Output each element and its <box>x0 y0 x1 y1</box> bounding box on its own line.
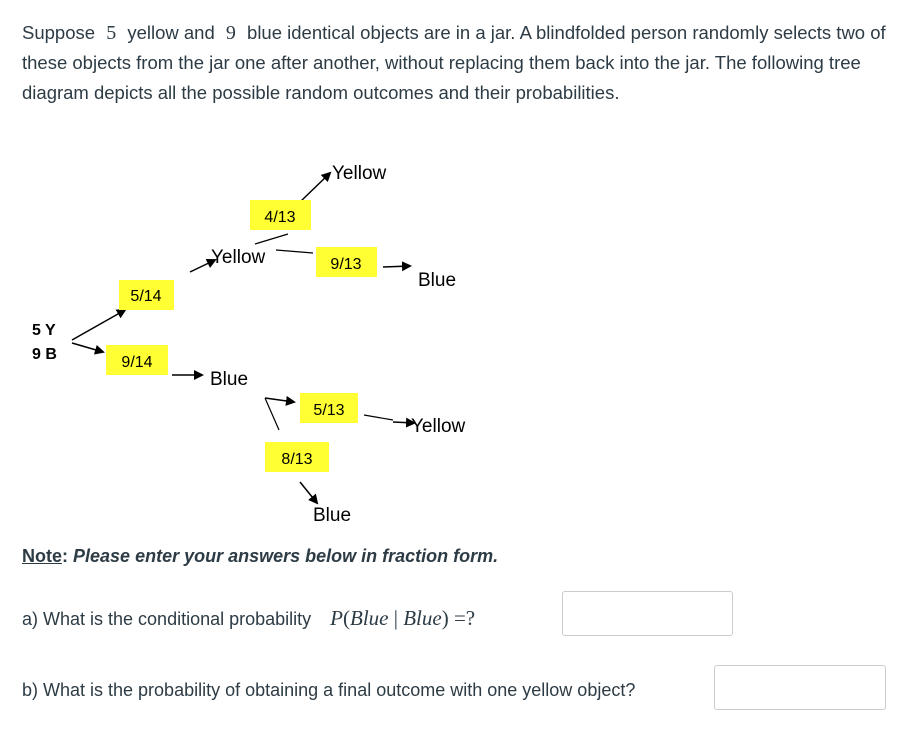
note-line <box>22 546 498 567</box>
answer-b-input[interactable] <box>714 665 886 710</box>
yb-prob: 9/13 <box>330 256 362 273</box>
note-colon: : <box>62 546 68 566</box>
question-a-formula <box>330 606 475 630</box>
intro-text-1: Suppose <box>22 22 96 43</box>
first-blue-prob: 9/14 <box>121 354 153 371</box>
math-open-paren: ( <box>343 606 350 630</box>
branch-blue-left <box>265 398 279 430</box>
intro-text-3: blue identical objects are in a jar. A blindfolded person randomly selects two of these objects from the jar one after another, without replacing them back into the jar. The following tree diagram depicts all the possible random outcomes and their probabilities. <box>22 22 886 103</box>
bb-label: Blue <box>313 505 352 526</box>
branch-yellow-yellow <box>255 234 288 244</box>
first-yellow-prob-box <box>119 280 174 310</box>
math-p: P <box>330 606 343 630</box>
branch-yb-arrow <box>383 266 410 267</box>
branch-blue-up <box>265 398 294 402</box>
yb-label: Blue <box>418 270 457 291</box>
branch-first-yellow <box>72 310 125 340</box>
branch-bb-arrow <box>300 482 317 503</box>
branch-by-line <box>364 415 393 420</box>
note-label: Note <box>22 546 62 566</box>
yellow-count: 5 <box>106 22 117 44</box>
answer-a-input[interactable] <box>562 591 733 636</box>
first-blue-prob-box <box>106 345 168 375</box>
question-a <box>22 606 475 631</box>
problem-statement <box>22 18 897 108</box>
branch-yellow-blue <box>276 250 313 253</box>
yb-prob-box <box>316 247 377 277</box>
branch-first-blue <box>72 343 103 352</box>
by-prob: 5/13 <box>313 402 345 419</box>
note-text: Please enter your answers below in fraction form. <box>73 546 499 566</box>
yy-label: Yellow <box>332 163 387 184</box>
bb-prob-box <box>265 442 329 472</box>
math-bar: | <box>393 606 398 630</box>
probability-tree-diagram <box>0 140 907 535</box>
math-close-paren: ) <box>441 606 449 630</box>
question-b <box>22 680 635 701</box>
first-yellow-prob: 5/14 <box>130 288 162 305</box>
first-yellow-label: Yellow <box>211 247 266 268</box>
math-blue-1: Blue <box>350 606 389 630</box>
blue-count: 9 <box>225 22 236 44</box>
yy-prob-box <box>250 200 311 230</box>
math-equals: =? <box>453 606 476 630</box>
math-blue-2: Blue <box>403 606 442 630</box>
yy-prob: 4/13 <box>264 209 296 226</box>
first-blue-label: Blue <box>210 369 249 390</box>
by-label: Yellow <box>411 416 466 437</box>
root-label-yellow: 5 Y <box>32 322 56 339</box>
by-prob-box <box>300 393 358 423</box>
branch-yellow-yellow-2 <box>300 173 330 202</box>
question-a-text: a) What is the conditional probability <box>22 609 312 629</box>
root-label-blue: 9 B <box>32 346 57 363</box>
question-b-text: b) What is the probability of obtaining a final outcome with one yellow object? <box>22 680 636 700</box>
intro-text-2: yellow and <box>127 22 215 43</box>
bb-prob: 8/13 <box>281 451 313 468</box>
